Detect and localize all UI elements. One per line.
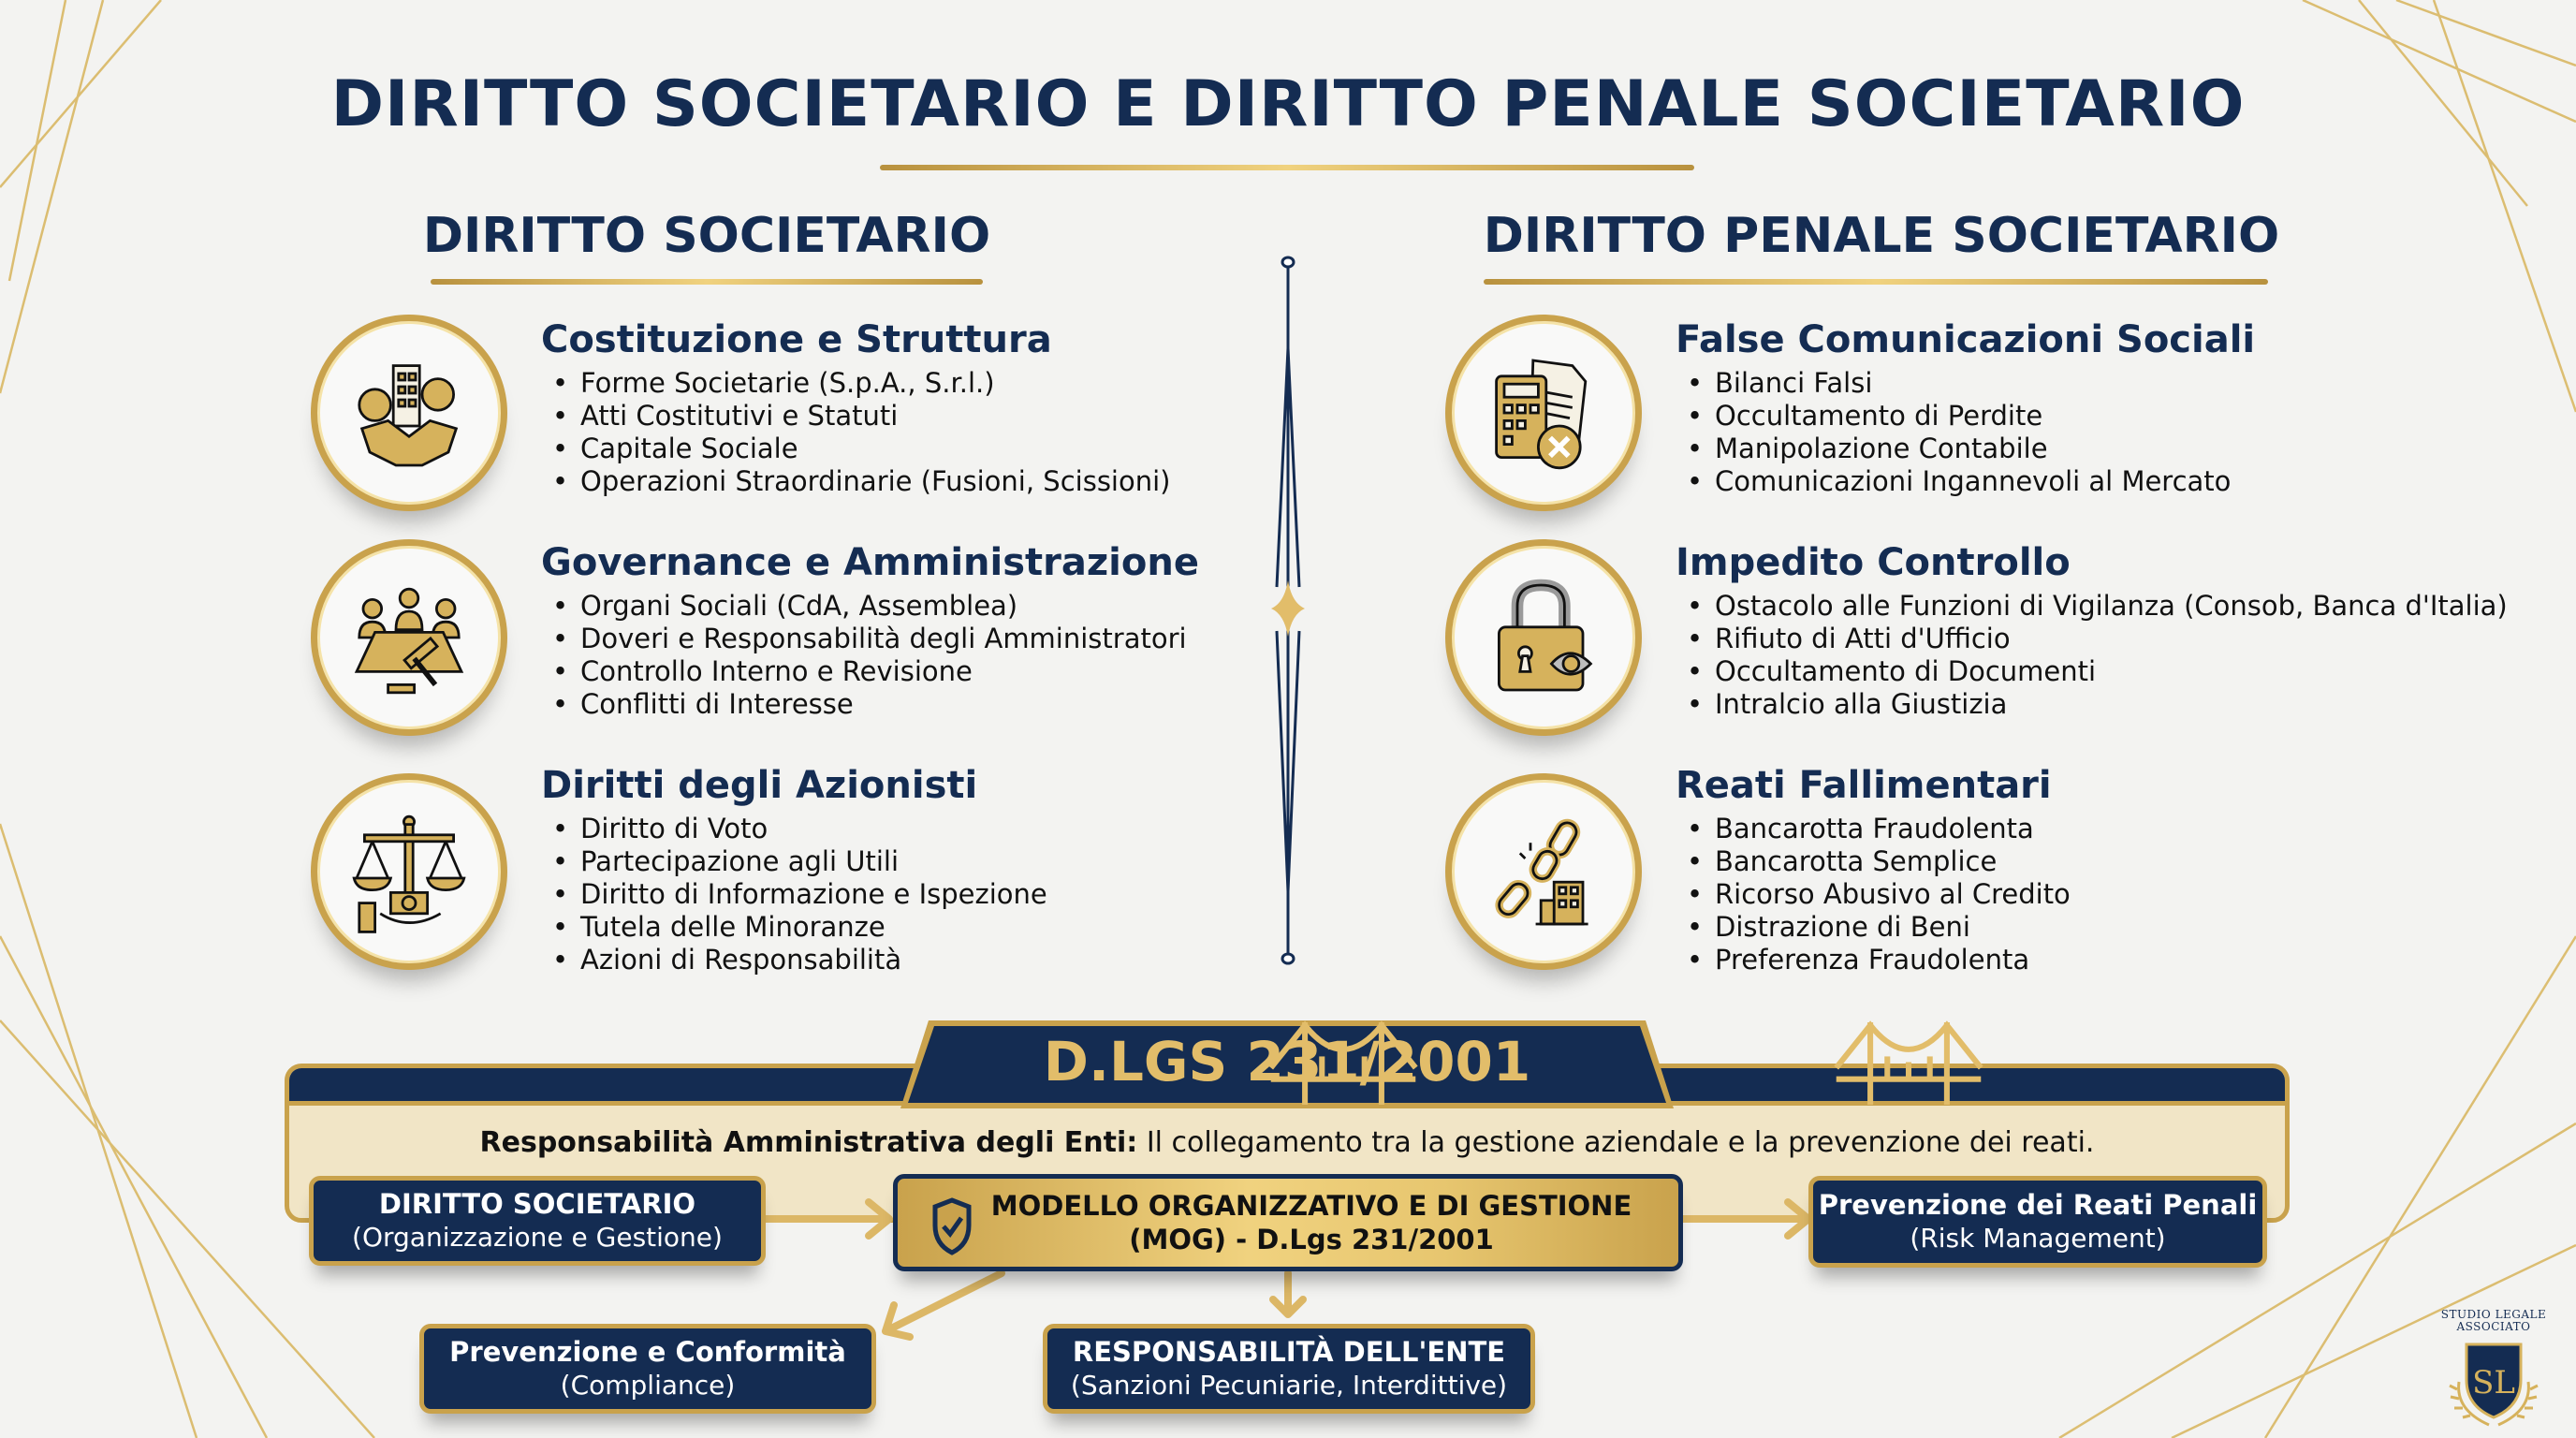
list-item: • Distrazione di Beni bbox=[1676, 911, 2071, 944]
box-title: DIRITTO SOCIETARIO bbox=[378, 1188, 696, 1220]
section-title: False Comunicazioni Sociali bbox=[1676, 318, 2256, 361]
box-diritto-societario bbox=[309, 1176, 766, 1266]
list-item: • Tutela delle Minoranze bbox=[541, 911, 1047, 944]
list-item: • Ostacolo alle Funzioni di Vigilanza (Consob, Banca d'Italia) bbox=[1676, 590, 2508, 623]
section-title: Costituzione e Struttura bbox=[541, 318, 1052, 361]
box-title: MODELLO ORGANIZZATIVO E DI GESTIONE bbox=[990, 1190, 1632, 1222]
list-item: • Preferenza Fraudolenta bbox=[1676, 944, 2071, 976]
right-column-heading: DIRITTO PENALE SOCIETARIO bbox=[1483, 208, 2280, 264]
box-compliance bbox=[419, 1324, 876, 1414]
box-title: RESPONSABILITÀ DELL'ENTE bbox=[1072, 1336, 1506, 1368]
box-title: Prevenzione e Conformità bbox=[449, 1336, 846, 1368]
panel-summary bbox=[289, 1126, 2285, 1159]
studio-logo bbox=[2437, 1309, 2550, 1433]
section-title: Reati Fallimentari bbox=[1676, 764, 2052, 807]
list-item: • Bilanci Falsi bbox=[1676, 367, 2231, 400]
dlgs-banner bbox=[897, 1017, 1677, 1110]
list-item: • Bancarotta Fraudolenta bbox=[1676, 813, 2071, 845]
list-item: • Conflitti di Interesse bbox=[541, 688, 1187, 721]
logo-line2: ASSOCIATO bbox=[2456, 1320, 2531, 1333]
list-item: • Capitale Sociale bbox=[541, 433, 1170, 465]
list-item: • Organi Sociali (CdA, Assemblea) bbox=[541, 590, 1187, 623]
list-item: • Occultamento di Documenti bbox=[1676, 655, 2508, 688]
box-subtitle: (Organizzazione e Gestione) bbox=[352, 1222, 723, 1253]
summary-text: Il collegamento tra la gestione aziendale e la prevenzione dei reati. bbox=[1137, 1126, 2095, 1159]
right-heading-underline bbox=[1484, 279, 2268, 285]
bridge-icon bbox=[1518, 1017, 2299, 1110]
box-subtitle: (Sanzioni Pecuniarie, Interdittive) bbox=[1070, 1370, 1508, 1401]
list-item: • Partecipazione agli Utili bbox=[541, 845, 1047, 878]
boardroom-gavel-icon bbox=[311, 539, 507, 736]
list-item: • Rifiuto di Atti d'Ufficio bbox=[1676, 623, 2508, 655]
section-title: Diritti degli Azionisti bbox=[541, 764, 978, 807]
section-list bbox=[1676, 367, 2231, 498]
calculator-document-x-icon bbox=[1445, 315, 1642, 511]
section-list bbox=[1676, 590, 2508, 721]
list-item: • Diritto di Informazione e Ispezione bbox=[541, 878, 1047, 911]
broken-chain-building-icon bbox=[1445, 773, 1642, 970]
list-item: • Diritto di Voto bbox=[541, 813, 1047, 845]
summary-bold: Responsabilità Amministrativa degli Enti: bbox=[479, 1126, 1138, 1159]
left-heading-underline bbox=[431, 279, 983, 285]
list-item: • Occultamento di Perdite bbox=[1676, 400, 2231, 433]
box-subtitle: (Compliance) bbox=[560, 1370, 736, 1401]
logo-monogram: SL bbox=[2472, 1364, 2515, 1401]
list-item: • Azioni di Responsabilità bbox=[541, 944, 1047, 976]
section-title: Impedito Controllo bbox=[1676, 541, 2071, 584]
page-title: DIRITTO SOCIETARIO E DIRITTO PENALE SOCIETARIO bbox=[330, 67, 2246, 141]
banner-title: D.LGS 231/2001 bbox=[1043, 1030, 1531, 1093]
center-divider bbox=[1269, 245, 1307, 976]
list-item: • Bancarotta Semplice bbox=[1676, 845, 2071, 878]
box-subtitle: (Risk Management) bbox=[1910, 1223, 2166, 1254]
list-item: • Ricorso Abusivo al Credito bbox=[1676, 878, 2071, 911]
list-item: • Comunicazioni Ingannevoli al Mercato bbox=[1676, 465, 2231, 498]
logo-line1: STUDIO LEGALE bbox=[2440, 1308, 2547, 1321]
shield-check-icon bbox=[931, 1197, 973, 1255]
building-gears-handshake-icon bbox=[311, 315, 507, 511]
section-list bbox=[541, 590, 1187, 721]
box-responsabilita-ente bbox=[1043, 1324, 1535, 1414]
list-item: • Doveri e Responsabilità degli Amministratori bbox=[541, 623, 1187, 655]
box-prevenzione-reati bbox=[1808, 1176, 2267, 1268]
list-item: • Atti Costitutivi e Statuti bbox=[541, 400, 1170, 433]
section-list bbox=[541, 813, 1047, 976]
scales-money-hand-icon bbox=[311, 773, 507, 970]
list-item: • Controllo Interno e Revisione bbox=[541, 655, 1187, 688]
box-title: Prevenzione dei Reati Penali bbox=[1818, 1189, 2258, 1221]
list-item: • Manipolazione Contabile bbox=[1676, 433, 2231, 465]
list-item: • Operazioni Straordinarie (Fusioni, Scissioni) bbox=[541, 465, 1170, 498]
title-underline bbox=[880, 165, 1694, 170]
section-list bbox=[1676, 813, 2071, 976]
left-column-heading: DIRITTO SOCIETARIO bbox=[422, 208, 991, 264]
box-mog bbox=[893, 1174, 1683, 1271]
section-list bbox=[541, 367, 1170, 498]
diamond-star-icon bbox=[1271, 580, 1305, 637]
list-item: • Forme Societarie (S.p.A., S.r.l.) bbox=[541, 367, 1170, 400]
list-item: • Intralcio alla Giustizia bbox=[1676, 688, 2508, 721]
shield-laurel-icon bbox=[2442, 1335, 2545, 1429]
padlock-eye-icon bbox=[1445, 539, 1642, 736]
box-subtitle: (MOG) - D.Lgs 231/2001 bbox=[1129, 1224, 1494, 1255]
section-title: Governance e Amministrazione bbox=[541, 541, 1199, 584]
